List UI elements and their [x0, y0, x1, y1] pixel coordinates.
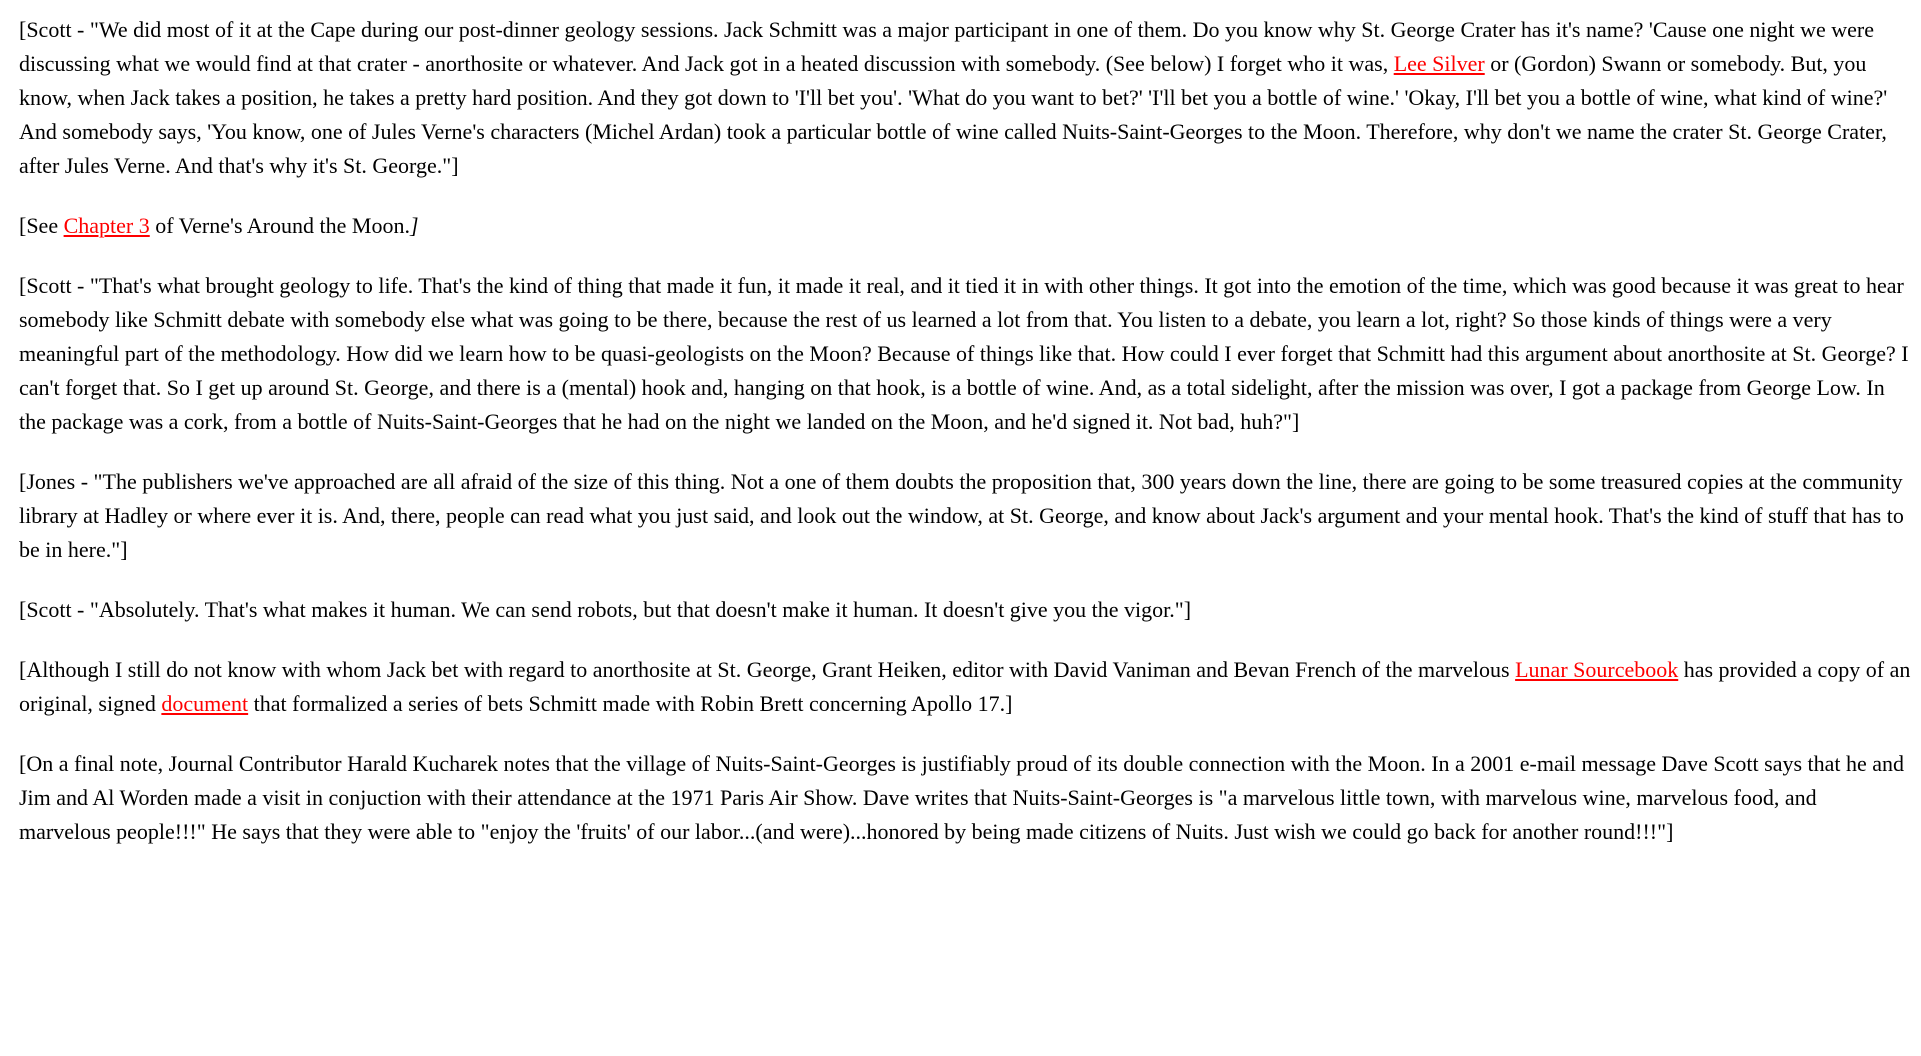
paragraph-scott-absolutely	[19, 593, 1913, 627]
paragraph-see-chapter-3	[19, 209, 1913, 243]
text-run: [Jones - "The publishers we've approached are all afraid of the size of this thing. Not a one of them doubts the proposition that, 300 years down the line, there are going to be some treasured copies at the community library at Hadley or where ever it is. And, there, people can read what you just said, and look out the window, at St. George, and know about Jack's argument and your mental hook. That's the kind of stuff that has to be in here."]	[19, 469, 1904, 562]
document-link[interactable]: document	[161, 691, 249, 716]
chapter-3-link[interactable]: Chapter 3	[63, 213, 150, 238]
text-run: [Scott - "We did most of it at the Cape during our post-dinner geology sessions. Jack Schmitt was a major participant in one of them. Do you know why St. George Crater has it's name? 'Cause one night we were discussing what we would find at that crater - anorthosite or whatever. And Jack got in a heated discussion with somebody. (See below) I forget who it was,	[19, 17, 1875, 76]
text-run: that formalized a series of bets Schmitt made with Robin Brett concerning Apollo 17.]	[248, 691, 1013, 716]
paragraph-jones-publishers	[19, 465, 1913, 567]
text-run: [Although I still do not know with whom Jack bet with regard to anorthosite at St. George, Grant Heiken, editor with David Vaniman and Bevan French of the marvelous	[19, 657, 1516, 682]
paragraph-scott-cape-geology	[19, 13, 1913, 183]
italic-closing-bracket: ]	[409, 213, 419, 238]
text-run: or (Gordon) Swann or somebody. But, you know, when Jack takes a position, he takes a pretty hard position. And they got down to 'I'll bet you'. 'What do you want to bet?' 'I'll bet you a bottle of wine.' 'Okay, I'll bet you a bottle of wine, what kind of wine?' And somebody says, 'You know, one of Jules Verne's characters (Michel Ardan) took a particular bottle of wine called Nuits-Saint-Georges to the Moon. Therefore, why don't we name the crater St. George Crater, after Jules Verne. And that's why it's St. George."]	[19, 51, 1888, 178]
text-run: has provided a copy of an original, signed	[19, 657, 1911, 716]
lee-silver-link[interactable]: Lee Silver	[1393, 51, 1485, 76]
text-run: [On a final note, Journal Contributor Harald Kucharek notes that the village of Nuits-Saint-Georges is justifiably proud of its double connection with the Moon. In a 2001 e-mail message Dave Scott says that he and Jim and Al Worden made a visit in conjuction with their attendance at the 1971 Paris Air Show. Dave writes that Nuits-Saint-Georges is "a marvelous little town, with marvelous wine, marvelous food, and marvelous people!!!" He says that they were able to "enjoy the 'fruits' of our labor...(and were)...honored by being made citizens of Nuits. Just wish we could go back for another round!!!"]	[19, 751, 1905, 844]
paragraph-final-note-nuits	[19, 747, 1913, 849]
lunar-sourcebook-link[interactable]: Lunar Sourcebook	[1515, 657, 1679, 682]
paragraph-although-heiken	[19, 653, 1913, 721]
text-run: [See	[19, 213, 64, 238]
text-run: of Verne's Around the Moon.	[149, 213, 410, 238]
text-run: [Scott - "That's what brought geology to life. That's the kind of thing that made it fun, it made it real, and it tied it in with other things. It got into the emotion of the time, which was good because it was great to hear somebody like Schmitt debate with somebody else what was going to be there, because the rest of us learned a lot from that. You listen to a debate, you learn a lot, right? So those kinds of things were a very meaningful part of the methodology. How did we learn how to be quasi-geologists on the Moon? Because of things like that. How could I ever forget that Schmitt had this argument about anorthosite at St. George? I can't forget that. So I get up around St. George, and there is a (mental) hook and, hanging on that hook, is a bottle of wine. And, as a total sidelight, after the mission was over, I got a package from George Low. In the package was a cork, from a bottle of Nuits-Saint-Georges that he had on the night we landed on the Moon, and he'd signed it. Not bad, huh?"]	[19, 273, 1909, 434]
paragraph-scott-geology-to-life	[19, 269, 1913, 439]
text-run: [Scott - "Absolutely. That's what makes it human. We can send robots, but that doesn't make it human. It doesn't give you the vigor."]	[19, 597, 1192, 622]
